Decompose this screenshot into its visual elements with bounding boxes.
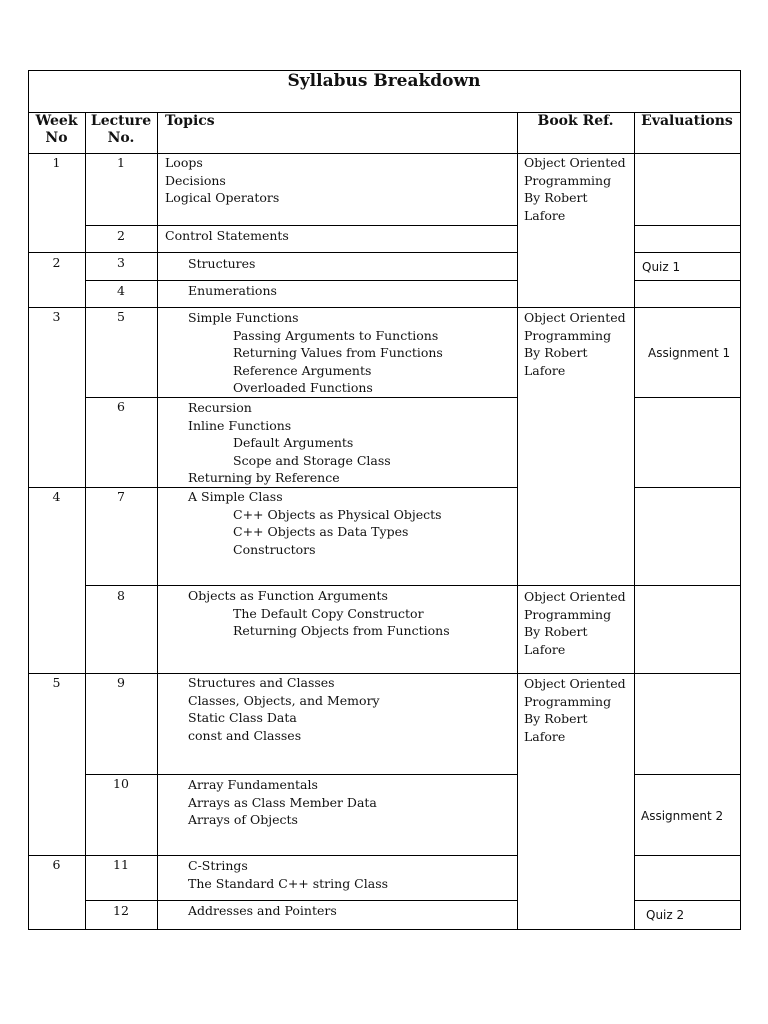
evaluation-quiz-2: Quiz 2 bbox=[646, 908, 685, 922]
row-divider bbox=[85, 585, 741, 586]
header-topics: Topics bbox=[165, 113, 215, 129]
lecture-number: 7 bbox=[117, 489, 125, 504]
evaluation-quiz-1: Quiz 1 bbox=[642, 260, 681, 274]
row-divider bbox=[634, 397, 741, 398]
lecture-number: 6 bbox=[117, 399, 125, 414]
topics-lecture-8: Objects as Function Arguments The Default Copy Constructor Returning Objects from Functions bbox=[188, 588, 450, 639]
header-week: Week No bbox=[35, 113, 78, 146]
topics-lecture-6: Recursion Inline Functions Default Arguments Scope and Storage Class Returning by Reference bbox=[188, 400, 391, 486]
row-divider bbox=[85, 280, 518, 281]
evaluation-assignment-1: Assignment 1 bbox=[648, 346, 731, 360]
topics-lecture-11: C-Strings The Standard C++ string Class bbox=[188, 858, 389, 891]
lecture-number: 1 bbox=[117, 155, 125, 170]
topics-lecture-3: Structures bbox=[188, 256, 256, 271]
row-divider bbox=[634, 252, 741, 253]
lecture-number: 3 bbox=[117, 255, 125, 270]
topics-lecture-2: Control Statements bbox=[165, 228, 289, 243]
row-divider bbox=[634, 855, 741, 856]
header-book-ref: Book Ref. bbox=[537, 113, 614, 129]
book-reference: Object Oriented Programming By Robert Lafore bbox=[524, 589, 626, 657]
column-divider bbox=[157, 112, 158, 930]
row-divider bbox=[634, 774, 741, 775]
book-reference: Object Oriented Programming By Robert Lafore bbox=[524, 155, 626, 223]
topics-lecture-12: Addresses and Pointers bbox=[188, 903, 337, 918]
row-divider bbox=[85, 900, 518, 901]
row-divider bbox=[634, 225, 741, 226]
lecture-number: 10 bbox=[113, 776, 129, 791]
row-divider bbox=[634, 487, 741, 488]
week-number: 3 bbox=[52, 309, 61, 324]
row-divider bbox=[634, 900, 741, 901]
topics-lecture-7: A Simple Class C++ Objects as Physical Objects C++ Objects as Data Types Constructors bbox=[188, 489, 442, 557]
book-reference: Object Oriented Programming By Robert Lafore bbox=[524, 310, 626, 378]
lecture-number: 2 bbox=[117, 228, 125, 243]
topics-lecture-9: Structures and Classes Classes, Objects, and Memory Static Class Data const and Classes bbox=[188, 675, 380, 743]
week-number: 6 bbox=[52, 857, 61, 872]
row-divider bbox=[28, 252, 518, 253]
topics-lecture-4: Enumerations bbox=[188, 283, 277, 298]
lecture-number: 12 bbox=[113, 903, 129, 918]
header-evaluations: Evaluations bbox=[641, 113, 733, 129]
week-number: 4 bbox=[52, 489, 61, 504]
lecture-number: 4 bbox=[117, 283, 125, 298]
header-lecture: Lecture No. bbox=[90, 113, 152, 146]
lecture-number: 5 bbox=[117, 309, 125, 324]
column-divider bbox=[634, 112, 635, 930]
week-number: 1 bbox=[52, 155, 61, 170]
column-divider bbox=[517, 112, 518, 930]
topics-lecture-5: Simple Functions Passing Arguments to Functions Returning Values from Functions Reference Arguments Overloaded Functions bbox=[188, 310, 443, 396]
lecture-number: 11 bbox=[113, 857, 129, 872]
table-title: Syllabus Breakdown bbox=[287, 71, 481, 91]
lecture-number: 9 bbox=[117, 675, 125, 690]
evaluation-assignment-2: Assignment 2 bbox=[641, 809, 724, 823]
table-border-bottom bbox=[28, 929, 741, 930]
topics-lecture-1: Loops Decisions Logical Operators bbox=[165, 155, 280, 206]
row-divider bbox=[85, 225, 518, 226]
week-number: 2 bbox=[52, 255, 61, 270]
topics-lecture-10: Array Fundamentals Arrays as Class Member Data Arrays of Objects bbox=[188, 777, 377, 828]
table-border-right bbox=[740, 70, 741, 930]
book-reference: Object Oriented Programming By Robert Lafore bbox=[524, 676, 626, 744]
row-divider bbox=[634, 280, 741, 281]
lecture-number: 8 bbox=[117, 588, 125, 603]
week-number: 5 bbox=[52, 675, 61, 690]
